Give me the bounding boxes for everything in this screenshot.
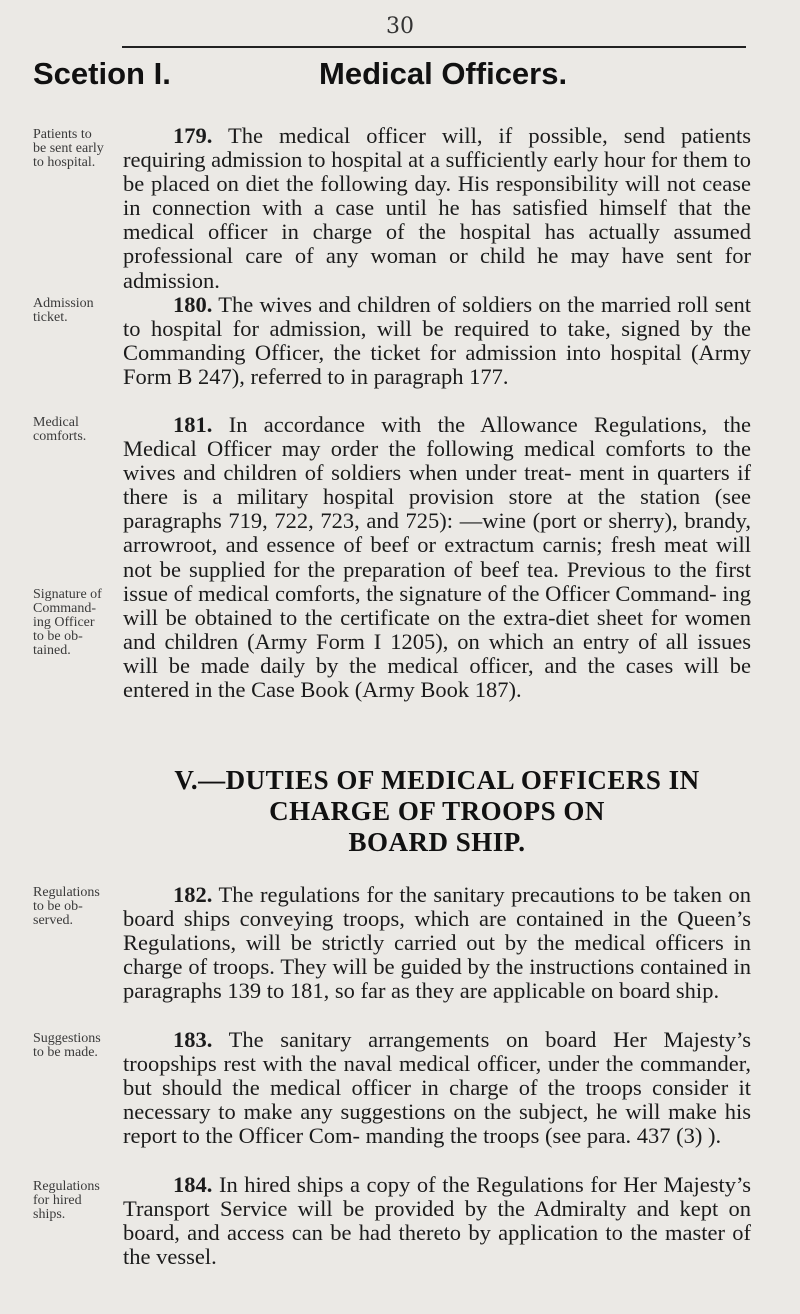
chapter-heading-line-2: CHARGE OF TROOPS ON bbox=[269, 796, 605, 826]
chapter-heading bbox=[123, 765, 751, 858]
paragraph-text: The regulations for the sanitary precautions to be taken on board ships conveying troops, which are contained in the Queen’s Regulations, will be strictly carried out by the medical officers in charge of troops. They will be guided by the instructions contained in paragraphs 139 to 181, so far as they are applicable on board ship. bbox=[123, 882, 752, 1004]
margin-note-admission: Admission ticket. bbox=[33, 296, 94, 325]
header-rule bbox=[122, 46, 746, 48]
paragraph-number: 181. bbox=[173, 412, 213, 437]
chapter-heading-line-3: BOARD SHIP. bbox=[348, 827, 526, 857]
paragraph-number: 184. bbox=[173, 1172, 213, 1197]
paragraph-182 bbox=[123, 883, 751, 1003]
margin-note-comforts: Medical comforts. bbox=[33, 415, 87, 444]
paragraph-number: 183. bbox=[173, 1027, 213, 1052]
page-number: 30 bbox=[386, 14, 414, 39]
paragraph-text: The medical officer will, if possible, send patients requiring admission to hospital at a sufficiently early hour for them to be placed on diet the following day. His responsibility will not cease in connection with a case until he has satisfied himself that the medical officer in charge of the hospital has actually assumed professional care of any woman or child he may have sent for admission. bbox=[123, 123, 752, 293]
margin-note-regulations: Regulations to be ob- served. bbox=[33, 885, 100, 928]
section-label: Scetion I. bbox=[33, 56, 171, 91]
margin-note-hired-ships: Regulations for hired ships. bbox=[33, 1179, 100, 1222]
paragraph-180 bbox=[123, 293, 751, 389]
paragraph-184 bbox=[123, 1173, 751, 1269]
paragraph-text: The sanitary arrangements on board Her Majesty’s troopships rest with the naval medical officer, under the commander, but should the medical officer in charge of the troops consider it necessary to make any suggestions on the subject, he will make his report to the Officer Com- manding the troops (see para. 437 (3) ). bbox=[123, 1027, 751, 1149]
paragraph-number: 179. bbox=[173, 123, 213, 148]
section-title: Medical Officers. bbox=[319, 56, 568, 91]
paragraph-181 bbox=[123, 413, 751, 702]
chapter-heading-line-1: V.—DUTIES OF MEDICAL OFFICERS IN bbox=[174, 765, 700, 795]
margin-note-patients: Patients to be sent early to hospital. bbox=[33, 127, 104, 170]
paragraph-text: The wives and children of soldiers on the married roll sent to hospital for admission, will be required to take, signed by the Commanding Officer, the ticket for admission into hospital (Army Form B 247), referred to in paragraph 177. bbox=[123, 292, 752, 390]
paragraph-text: In accordance with the Allowance Regulations, the Medical Officer may order the following medical comforts to the wives and children of soldiers when under treat- ment in quarters if there is a military hospital provision store at the station (see paragraphs 719, 722, 723, and 725): —wine (port or sherry), brandy, arrowroot, and essence of beef or extractum carnis; fresh meat will not be supplied for the preparation of beef tea. Previous to the first issue of medical comforts, the signature of the Officer Command- ing will be obtained to the certificate on the extra-diet sheet for women and children (Army Form I 1205), on which an entry of all issues will be made daily by the medical officer, and the cases will be entered in the Case Book (Army Book 187). bbox=[123, 412, 751, 703]
paragraph-183 bbox=[123, 1028, 751, 1148]
margin-note-signature: Signature of Command- ing Officer to be ob- tained. bbox=[33, 587, 102, 658]
section-header bbox=[33, 56, 753, 92]
paragraph-text: In hired ships a copy of the Regulations for Her Majesty’s Transport Service will be provided by the Admiralty and kept on board, and access can be had thereto by application to the master of the vessel. bbox=[123, 1172, 752, 1270]
paragraph-number: 180. bbox=[173, 292, 213, 317]
margin-note-suggestions: Suggestions to be made. bbox=[33, 1031, 101, 1060]
paragraph-number: 182. bbox=[173, 882, 213, 907]
paragraph-179 bbox=[123, 124, 751, 293]
